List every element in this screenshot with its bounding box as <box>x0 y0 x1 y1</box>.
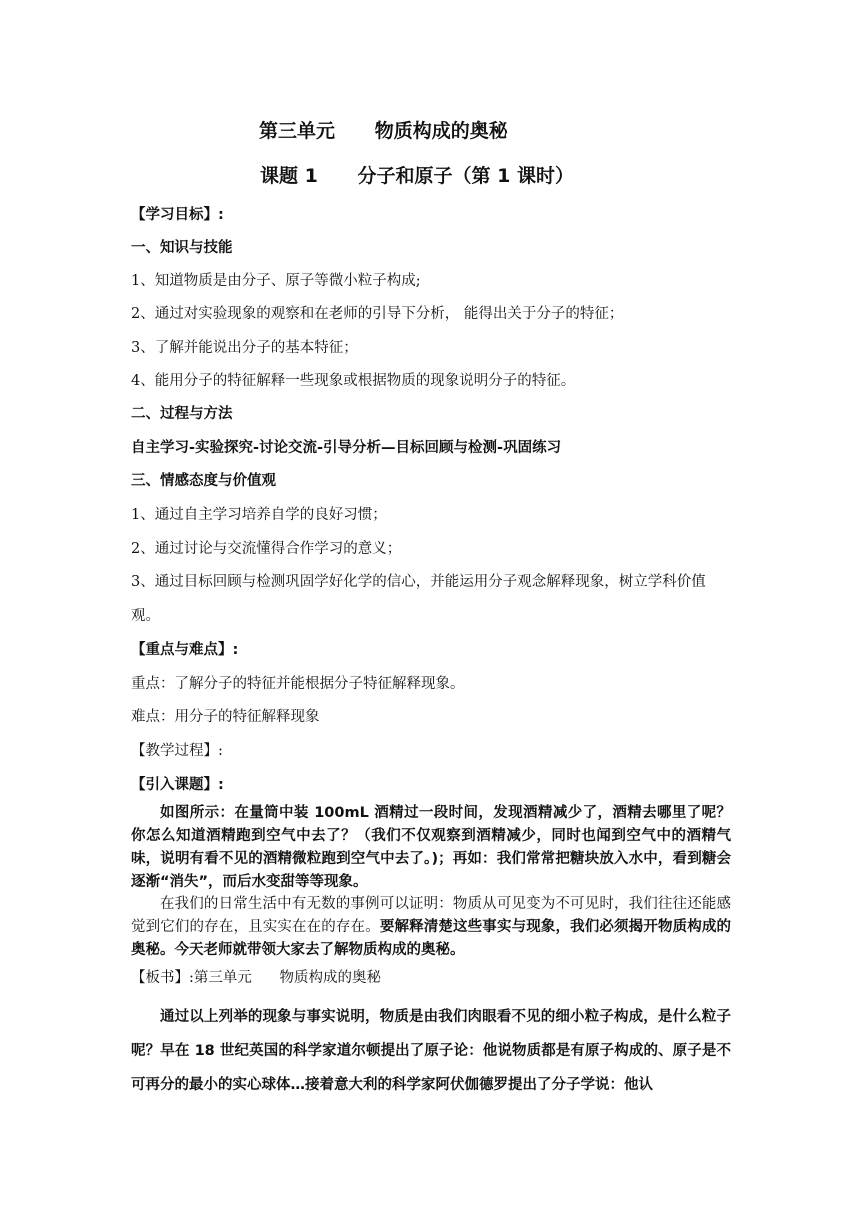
intro-heading: 【引入课题】: <box>131 777 224 793</box>
intro-paragraph-2-normal: 在我们的日常生活中有无数的事例可以证明：物质从可见变为不可见时，我们往往还能感觉到它们的存在，且实实在在的存在。 <box>131 896 731 935</box>
knowledge-item: 3、了解并能说出分子的基本特征； <box>131 340 358 356</box>
emotion-item: 1、通过自主学习培养自学的良好习惯； <box>131 507 387 523</box>
emotion-item: 3、通过目标回顾与检测巩固学好化学的信心，并能运用分子观念解释现象，树立学科价值 <box>131 574 706 590</box>
difficult-point: 难点：用分子的特征解释现象 <box>131 709 320 725</box>
lesson-title: 课题 1 分子和原子（第 1 课时） <box>260 165 574 187</box>
emotion-heading: 三、情感态度与价值观 <box>131 473 276 489</box>
process-heading: 二、过程与方法 <box>131 406 233 422</box>
intro-paragraph-2 <box>131 893 731 962</box>
teaching-heading: 【教学过程】: <box>131 743 223 759</box>
key-point: 重点：了解分子的特征并能根据分子特征解释现象。 <box>131 676 465 692</box>
knowledge-heading: 一、知识与技能 <box>131 240 233 256</box>
unit-title: 第三单元 物质构成的奥秘 <box>259 120 508 142</box>
knowledge-item: 4、能用分子的特征解释一些现象或根据物质的现象说明分子的特征。 <box>131 373 576 389</box>
objectives-heading: 【学习目标】: <box>131 207 224 223</box>
emotion-item: 观。 <box>131 608 160 624</box>
knowledge-item: 1、知道物质是由分子、原子等微小粒子构成; <box>131 273 421 289</box>
intro-paragraph: 如图所示：在量筒中装 100mL 酒精过一段时间，发现酒精减少了，酒精去哪里了呢？你怎么知道酒精跑到空气中去了？（我们不仅观察到酒精减少，同时也闻到空气中的酒精气味，说明有看不见的酒精微粒跑到空气中去了。)；再如：我们常常把糖块放入水中，看到糖会逐渐“消失”，而后水变甜等等现象。 <box>131 805 731 890</box>
board-label: 【板书】: <box>131 970 194 986</box>
key-heading: 【重点与难点】: <box>131 642 239 658</box>
emotion-item: 2、通过讨论与交流懂得合作学习的意义； <box>131 541 402 557</box>
knowledge-item: 2、通过对实验现象的观察和在老师的引导下分析， 能得出关于分子的特征； <box>131 306 624 322</box>
final-paragraph: 通过以上列举的现象与事实说明，物质是由我们肉眼看不见的细小粒子构成，是什么粒子呢？早在 18 世纪英国的科学家道尔顿提出了原子论：他说物质都是有原子构成的、原子是不可再分的最小的实心球体…接着意大利的科学家阿伏伽德罗提出了分子学说：他认 <box>131 1009 731 1093</box>
intro-paragraph-2-bold: 要解释清楚这些事实与现象，我们必须揭开物质构成的奥秘。今天老师就带领大家去了解物质构成的奥秘。 <box>131 919 732 958</box>
process-text: 自主学习-实验探究-讨论交流-引导分析—目标回顾与检测-巩固练习 <box>131 440 562 456</box>
board-text: 第三单元 物质构成的奥秘 <box>193 970 382 986</box>
board-line <box>131 968 381 988</box>
